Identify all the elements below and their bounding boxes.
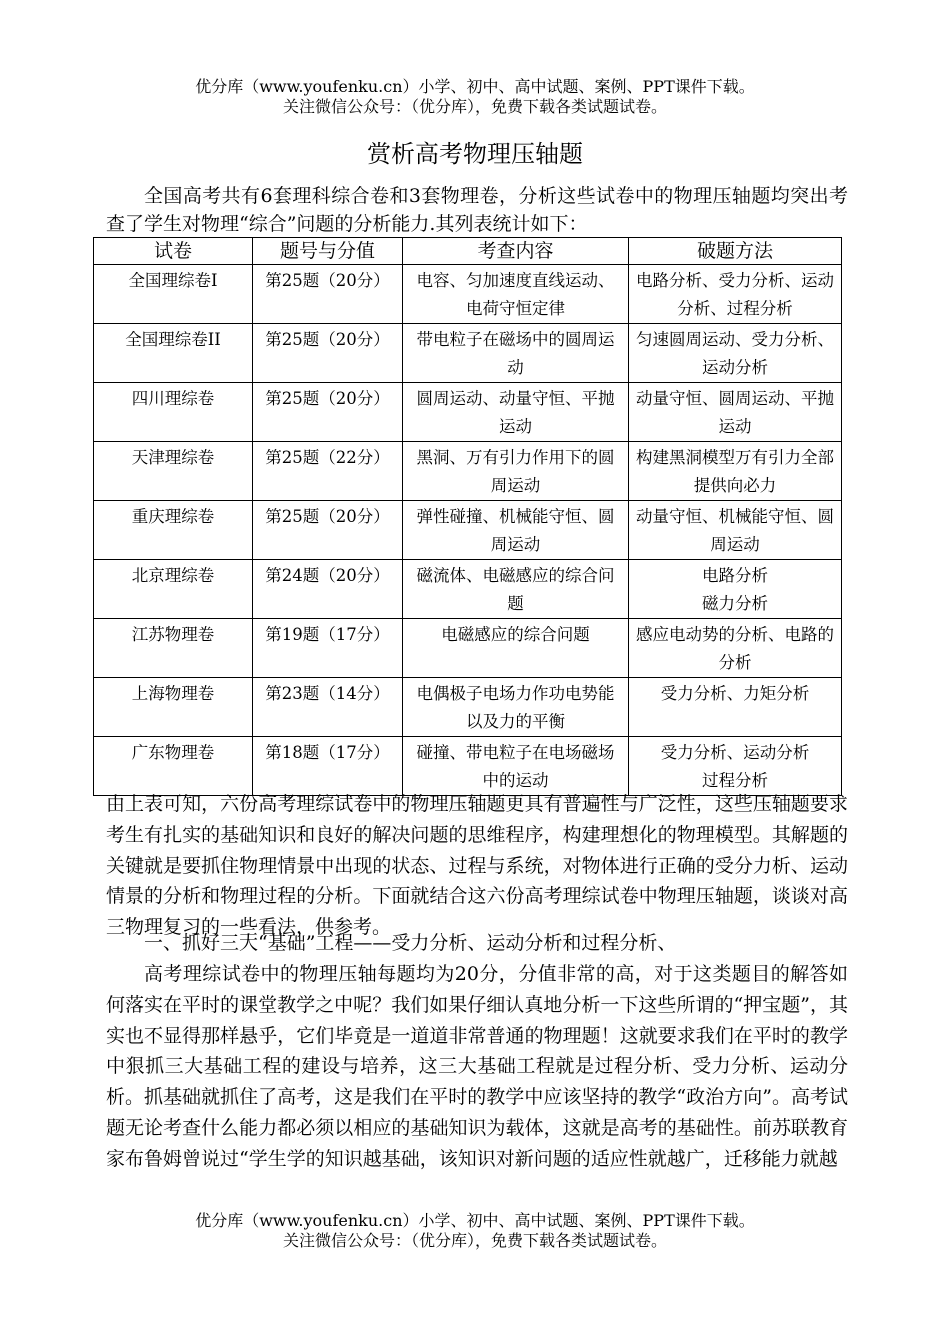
table-row: [94, 324, 842, 383]
footer-line-1: 优分库（www.youfenku.cn）小学、初中、高中试题、案例、PPT课件下载。: [195, 1211, 755, 1230]
cell-method: 电路分析、受力分析、运动分析、过程分析: [629, 265, 842, 324]
table-row: [94, 678, 842, 737]
page-footer: [0, 1211, 950, 1251]
table-row: [94, 442, 842, 501]
cell-method: 感应电动势的分析、电路的分析: [629, 619, 842, 678]
cell-content: 磁流体、电磁感应的综合问题: [403, 560, 629, 619]
table-row: [94, 560, 842, 619]
table-body: [94, 265, 842, 796]
cell-question: 第25题（20分）: [253, 383, 403, 442]
page-header: [0, 77, 950, 117]
section-heading-1: 一、抓好三大“基础”工程——受力分析、运动分析和过程分析、: [144, 932, 677, 954]
cell-method: 构建黑洞模型万有引力全部提供向必力: [629, 442, 842, 501]
cell-exam: 四川理综卷: [94, 383, 253, 442]
cell-content: 电偶极子电场力作功电势能以及力的平衡: [403, 678, 629, 737]
col-header-content: 考查内容: [403, 238, 629, 265]
footer-line-2: 关注微信公众号：（优分库），免费下载各类试题试卷。: [282, 1231, 667, 1250]
cell-method: 匀速圆周运动、受力分析、运动分析: [629, 324, 842, 383]
cell-exam: 全国理综卷II: [94, 324, 253, 383]
table-row: [94, 265, 842, 324]
cell-question: 第18题（17分）: [253, 737, 403, 796]
cell-content: 带电粒子在磁场中的圆周运动: [403, 324, 629, 383]
cell-content: 电磁感应的综合问题: [403, 619, 629, 678]
cell-exam: 北京理综卷: [94, 560, 253, 619]
cell-content: 碰撞、带电粒子在电场磁场中的运动: [403, 737, 629, 796]
col-header-question: 题号与分值: [253, 238, 403, 265]
cell-exam: 天津理综卷: [94, 442, 253, 501]
exam-table: [93, 237, 842, 796]
col-header-exam: 试卷: [94, 238, 253, 265]
cell-question: 第25题（20分）: [253, 265, 403, 324]
intro-paragraph: 全国高考共有6套理科综合卷和3套物理卷，分析这些试卷中的物理压轴题均突出考查了学生对物理“综合”问题的分析能力.其列表统计如下：: [106, 185, 848, 235]
cell-question: 第25题（20分）: [253, 501, 403, 560]
table-header-row: [94, 238, 842, 265]
cell-exam: 广东物理卷: [94, 737, 253, 796]
cell-question: 第25题（20分）: [253, 324, 403, 383]
cell-content: 黑洞、万有引力作用下的圆周运动: [403, 442, 629, 501]
cell-content: 圆周运动、动量守恒、平抛运动: [403, 383, 629, 442]
col-header-method: 破题方法: [629, 238, 842, 265]
cell-question: 第25题（22分）: [253, 442, 403, 501]
cell-question: 第19题（17分）: [253, 619, 403, 678]
header-line-1: 优分库（www.youfenku.cn）小学、初中、高中试题、案例、PPT课件下载。: [195, 77, 755, 96]
cell-exam: 全国理综卷I: [94, 265, 253, 324]
cell-content: 电容、匀加速度直线运动、电荷守恒定律: [403, 265, 629, 324]
cell-content: 弹性碰撞、机械能守恒、圆周运动: [403, 501, 629, 560]
cell-method: 受力分析、力矩分析: [629, 678, 842, 737]
cell-question: 第23题（14分）: [253, 678, 403, 737]
analysis-paragraph: 由上表可知，六份高考理综试卷中的物理压轴题更具有普遍性与广泛性，这些压轴题要求考生有扎实的基础知识和良好的解决问题的思维程序，构建理想化的物理模型。其解题的关键就是要抓住物理情景中出现的状态、过程与系统，对物体进行正确的受分力析、运动情景的分析和物理过程的分析。下面就结合这六份高考理综试卷中物理压轴题，谈谈对高三物理复习的一些看法，供参考。: [106, 793, 848, 939]
cell-method: 动量守恒、圆周运动、平抛运动: [629, 383, 842, 442]
header-line-2: 关注微信公众号：（优分库），免费下载各类试题试卷。: [282, 97, 667, 116]
table-row: [94, 619, 842, 678]
page-title: 赏析高考物理压轴题: [367, 140, 583, 168]
cell-method: 电路分析 磁力分析: [629, 560, 842, 619]
section-paragraph-1: 高考理综试卷中的物理压轴每题均为20分，分值非常的高，对于这类题目的解答如何落实在平时的课堂教学之中呢？我们如果仔细认真地分析一下这些所谓的“押宝题”，其实也不显得那样悬乎，它们毕竟是一道道非常普通的物理题！这就要求我们在平时的教学中狠抓三大基础工程的建设与培养，这三大基础工程就是过程分析、受力分析、运动分析。抓基础就抓住了高考，这是我们在平时的教学中应该坚持的教学“政治方向”。高考试题无论考查什么能力都必须以相应的基础知识为载体，这就是高考的基础性。前苏联教育家布鲁姆曾说过“学生学的知识越基础，该知识对新问题的适应性就越广，迁移能力就越: [106, 963, 848, 1170]
cell-exam: 江苏物理卷: [94, 619, 253, 678]
cell-question: 第24题（20分）: [253, 560, 403, 619]
cell-method: 动量守恒、机械能守恒、圆周运动: [629, 501, 842, 560]
cell-method: 受力分析、运动分析 过程分析: [629, 737, 842, 796]
table-row: [94, 737, 842, 796]
cell-exam: 重庆理综卷: [94, 501, 253, 560]
cell-exam: 上海物理卷: [94, 678, 253, 737]
table-row: [94, 383, 842, 442]
table-row: [94, 501, 842, 560]
